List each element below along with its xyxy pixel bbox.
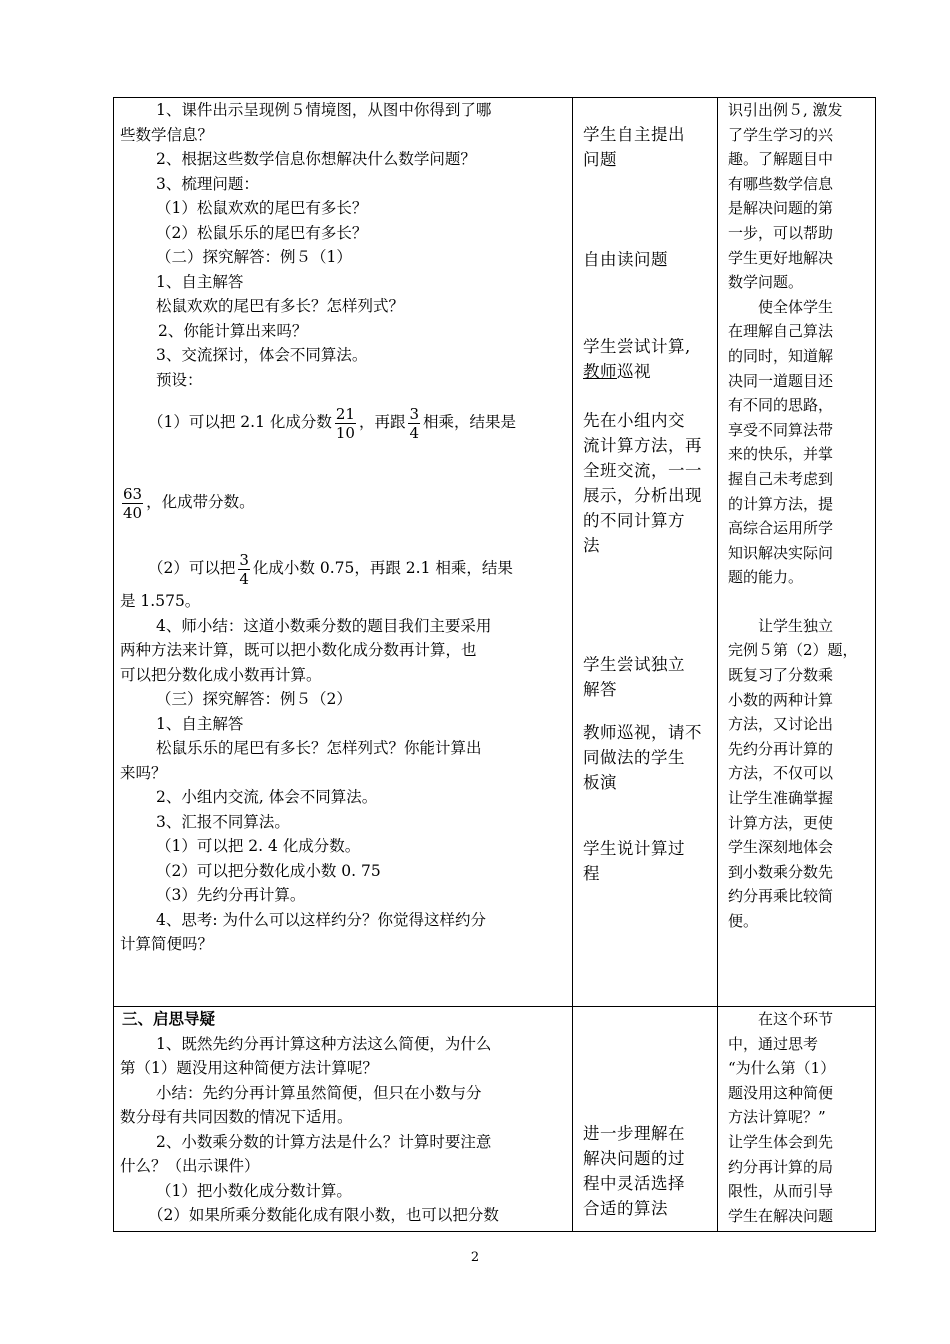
text-line: 知识解决实际问 <box>728 543 834 562</box>
text-line: 计算简便吗？ <box>120 935 214 953</box>
text-line: 数学问题。 <box>728 273 804 292</box>
text-line: 2、你能计算出来吗？ <box>158 321 308 340</box>
text-line: 1、自主解答 <box>156 272 244 291</box>
text-line: 一步，可以帮助 <box>728 223 834 242</box>
teaching-process-cell <box>114 1007 573 1232</box>
fraction-denominator: 10 <box>335 423 355 442</box>
text-line: 识引出例５, 激发 <box>728 101 843 119</box>
text-segment: ，化成带分数。 <box>146 493 255 511</box>
text-line: 学生在解决问题 <box>728 1206 834 1225</box>
text-line: 有哪些数学信息 <box>728 174 834 193</box>
text-line: 2、小组内交流, 体会不同算法。 <box>156 788 378 806</box>
text-line: 的同时，知道解 <box>728 346 834 365</box>
text-line: 题没用这种简便 <box>728 1083 834 1102</box>
text-line: （2）可以把分数化成小数 0. 75 <box>156 861 381 880</box>
fraction <box>122 485 143 522</box>
design-intent-cell <box>718 1007 876 1232</box>
fraction-denominator: 4 <box>409 423 420 442</box>
text-line: 既复习了分数乘 <box>728 666 834 685</box>
teaching-process-cell <box>114 98 573 1007</box>
text-line: （2）如果所乘分数能化成有限小数，也可以把分数 <box>148 1206 499 1224</box>
text-line <box>573 359 717 384</box>
text-line: 让学生独立 <box>758 616 834 635</box>
text-line: 小数的两种计算 <box>728 690 834 709</box>
text-segment: ，再跟 <box>358 413 406 431</box>
text-line: 1、既然先约分再计算这种方法这么简便，为什么 <box>156 1034 492 1053</box>
text-line: 解决问题的过 <box>583 1149 685 1168</box>
text-line: 2、根据这些数学信息你想解决什么数学问题？ <box>156 150 476 168</box>
preset-1-line <box>114 401 572 443</box>
fraction-numerator: 21 <box>335 404 355 423</box>
text-line: 程 <box>583 864 600 883</box>
text-line: 便。 <box>728 912 759 930</box>
text-line: 方法计算呢？” <box>728 1108 826 1127</box>
fraction-numerator: 3 <box>409 404 420 423</box>
preset-1-result-line <box>114 481 572 523</box>
text-line: 两种方法来计算，既可以把小数化成分数再计算，也 <box>120 641 477 659</box>
text-line: 来吗？ <box>120 763 167 782</box>
text-line: 的计算方法，提 <box>728 494 834 513</box>
text-line: 可以把分数化成小数再计算。 <box>120 665 322 684</box>
text-line: 高综合运用所学 <box>728 519 834 538</box>
text-line: 完例５第（2）题， <box>728 641 858 660</box>
text-line: 学生尝试计算, <box>583 337 691 356</box>
text-line: 到小数乘分数先 <box>728 862 834 881</box>
lesson-plan-table <box>113 97 876 1232</box>
text-line: 先约分再计算的 <box>728 739 834 758</box>
text-line: 法 <box>583 536 600 555</box>
text-line: 学生说计算过 <box>583 839 685 858</box>
text-line: 方法，又讨论出 <box>728 715 834 734</box>
fraction-denominator: 40 <box>123 503 143 522</box>
text-line: 数分母有共同因数的情况下适用。 <box>120 1108 353 1126</box>
text-segment: 化成小数 0.75，再跟 2.1 相乘，结果 <box>252 559 513 577</box>
text-line: 预设： <box>156 370 203 389</box>
text-line: 自由读问题 <box>583 250 668 269</box>
text-line: 计算方法，更使 <box>728 813 834 832</box>
text-line: 小结：先约分再计算虽然简便，但只在小数与分 <box>156 1083 482 1102</box>
text-line: “为什么第（1） <box>728 1059 836 1078</box>
text-line: 题的能力。 <box>728 568 804 587</box>
text-line: 约分再乘比较简 <box>728 887 834 906</box>
text-line: 展示，分析出现 <box>583 486 702 505</box>
fraction-denominator: 4 <box>239 569 249 588</box>
text-line: 3、汇报不同算法。 <box>156 812 290 831</box>
text-line: 板演 <box>583 773 617 792</box>
text-line: 约分再计算的局 <box>728 1157 834 1176</box>
text-line: 先在小组内交 <box>583 411 685 430</box>
student-activity-cell <box>573 1007 718 1232</box>
text-segment: （2）可以把 <box>148 559 236 577</box>
text-line: 同做法的学生 <box>583 748 685 767</box>
text-line: （三）探究解答：例５（2） <box>156 690 352 708</box>
text-line: 学生更好地解决 <box>728 248 834 267</box>
text-line: 解答 <box>583 680 617 699</box>
student-activity-cell <box>573 98 718 1007</box>
text-line: （1）松鼠欢欢的尾巴有多长？ <box>156 199 368 217</box>
text-segment: 相乘，结果是 <box>423 413 517 431</box>
text-line: 了学生学习的兴 <box>728 125 834 144</box>
text-line: 来的快乐，并掌 <box>728 445 834 464</box>
text-line: 决同一道题目还 <box>728 371 834 390</box>
text-line: 的不同计算方 <box>583 511 685 530</box>
text-line: 让学生准确掌握 <box>728 789 834 808</box>
text-line: 1、自主解答 <box>156 714 244 733</box>
fraction <box>238 551 250 588</box>
text-line: 什么？（出示课件） <box>120 1157 260 1175</box>
text-line: （3）先约分再计算。 <box>156 886 306 904</box>
text-line: 在理解自己算法 <box>728 322 834 341</box>
text-line: （2）松鼠乐乐的尾巴有多长？ <box>156 223 368 242</box>
fraction-numerator: 63 <box>123 484 143 503</box>
text-line: 握自己未考虑到 <box>728 469 834 488</box>
text-line: 流计算方法，再 <box>583 436 702 455</box>
text-line: 在这个环节 <box>758 1010 834 1028</box>
preset-2-line <box>114 547 572 589</box>
section-heading: 三、启思导疑 <box>122 1009 216 1028</box>
text-line: 3、梳理问题： <box>156 174 259 193</box>
text-line: 中，通过思考 <box>728 1034 819 1053</box>
table-row <box>114 1007 876 1232</box>
text-line: 学生尝试独立 <box>583 655 685 674</box>
text-line: 让学生体会到先 <box>728 1132 834 1151</box>
text-line: 松鼠欢欢的尾巴有多长？怎样列式？ <box>156 297 405 315</box>
text-line: （二）探究解答：例５（1） <box>156 248 352 266</box>
fraction <box>408 405 420 442</box>
text-line: 问题 <box>583 150 617 169</box>
text-segment: 巡视 <box>617 362 651 381</box>
text-line: 3、交流探讨，体会不同算法。 <box>156 346 368 364</box>
text-line: 4、师小结：这道小数乘分数的题目我们主要采用 <box>156 616 492 635</box>
text-line: （1）可以把 2. 4 化成分数。 <box>156 837 361 855</box>
text-line: 全班交流，一一 <box>583 461 702 480</box>
text-line: 2、小数乘分数的计算方法是什么？计算时要注意 <box>156 1132 492 1151</box>
text-line: 学生深刻地体会 <box>728 838 834 857</box>
text-line: 进一步理解在 <box>583 1124 685 1143</box>
text-line: 趣。了解题目中 <box>728 150 834 169</box>
text-line: 学生自主提出 <box>583 125 685 144</box>
text-line: 些数学信息？ <box>120 125 214 144</box>
text-line: （1）把小数化成分数计算。 <box>156 1181 352 1200</box>
text-line: 使全体学生 <box>758 297 834 316</box>
text-line: 是解决问题的第 <box>728 199 834 218</box>
text-line: 有不同的思路， <box>728 396 834 415</box>
text-line: 是 1.575。 <box>120 592 201 610</box>
text-line: 合适的算法 <box>583 1199 668 1218</box>
text-line: 松鼠乐乐的尾巴有多长？怎样列式？你能计算出 <box>156 739 482 757</box>
fraction <box>335 405 356 442</box>
text-line: 享受不同算法带 <box>728 420 834 439</box>
text-line: 教师巡视，请不 <box>583 723 702 742</box>
text-line: 限性，从而引导 <box>728 1182 834 1201</box>
table-row <box>114 98 876 1007</box>
text-segment: 教师 <box>583 362 617 381</box>
text-line: 4、思考: 为什么可以这样约分？你觉得这样约分 <box>156 910 487 929</box>
design-intent-cell <box>718 98 876 1007</box>
text-line: 程中灵活选择 <box>583 1174 685 1193</box>
text-line: 1、课件出示呈现例５情境图，从图中你得到了哪 <box>156 101 492 119</box>
page-number: 2 <box>470 1250 480 1265</box>
text-line: 方法，不仅可以 <box>728 764 834 783</box>
fraction-numerator: 3 <box>239 550 249 569</box>
text-line: 第（1）题没用这种简便方法计算呢？ <box>120 1059 378 1077</box>
text-segment: （1）可以把 2.1 化成分数 <box>148 413 332 431</box>
